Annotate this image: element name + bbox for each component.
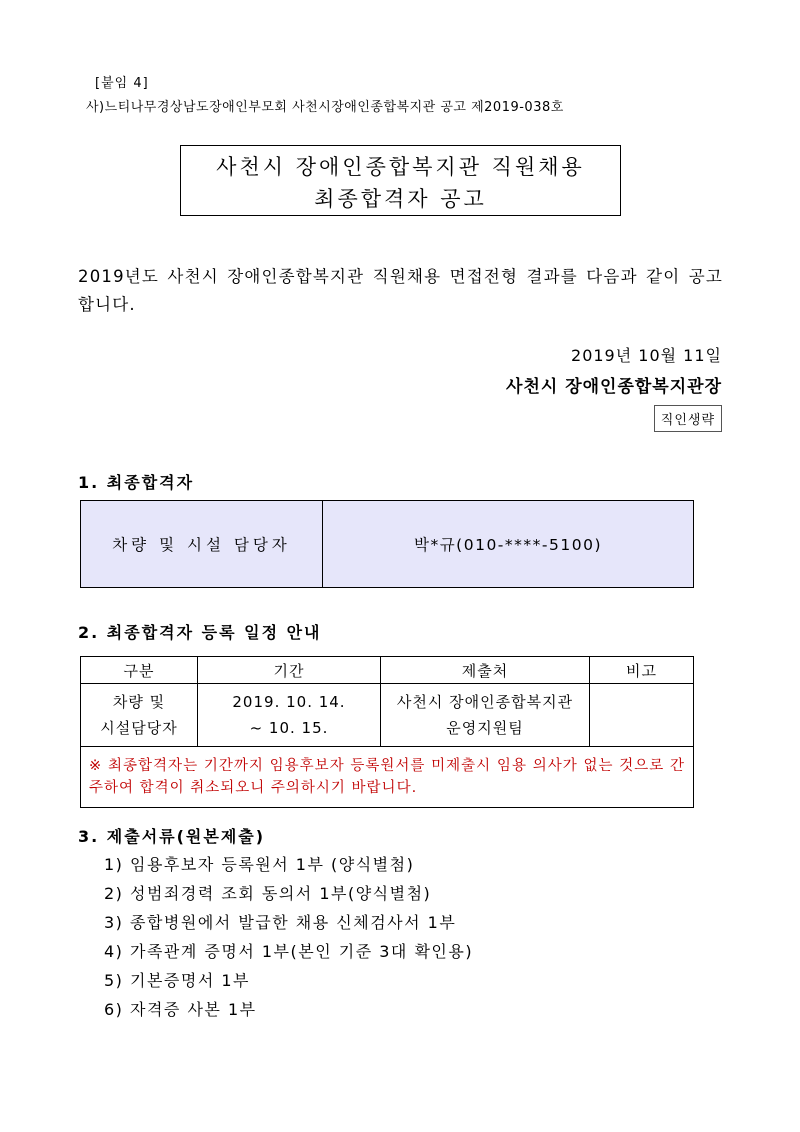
title-box	[180, 145, 621, 216]
list-item: 2) 성범죄경력 조회 동의서 1부(양식별첨)	[104, 884, 432, 903]
column-header: 기간	[198, 657, 381, 684]
seal-omitted-box: 직인생략	[654, 405, 722, 432]
category-line: 시설담당자	[100, 719, 178, 737]
category-cell	[81, 684, 198, 747]
period-line: ~ 10. 15.	[249, 719, 329, 737]
period-line: 2019. 10. 14.	[232, 693, 346, 711]
list-item: 5) 기본증명서 1부	[104, 971, 251, 990]
warning-row	[81, 747, 694, 808]
destination-line: 운영지원팀	[446, 719, 524, 737]
warning-note: ※ 최종합격자는 기간까지 임용후보자 등록원서를 미제출시 임용 의사가 없는 것으로 간주하여 합격이 취소되오니 주의하시기 바랍니다.	[81, 747, 694, 808]
section-3-heading: 3. 제출서류(원본제출)	[78, 827, 266, 846]
remarks-cell	[590, 684, 694, 747]
destination-line: 사천시 장애인종합복지관	[396, 693, 574, 711]
final-candidate-table	[80, 500, 694, 588]
candidate-cell: 박*규(010-****-5100)	[413, 536, 602, 554]
period-cell	[198, 684, 381, 747]
column-header: 제출처	[381, 657, 590, 684]
position-cell: 차량 및 시설 담당자	[81, 501, 323, 587]
column-header: 비고	[590, 657, 694, 684]
section-1-heading: 1. 최종합격자	[78, 473, 195, 492]
notice-number: 사)느티나무경상남도장애인부모회 사천시장애인종합복지관 공고 제2019-038호	[86, 100, 564, 115]
required-documents-list	[104, 850, 473, 1024]
title-line-1: 사천시 장애인종합복지관 직원채용	[216, 155, 585, 179]
registration-schedule-table	[80, 656, 694, 808]
list-item: 1) 임용후보자 등록원서 1부 (양식별첨)	[104, 855, 415, 874]
column-header: 구분	[81, 657, 198, 684]
list-item: 3) 종합병원에서 발급한 채용 신체검사서 1부	[104, 913, 457, 932]
list-item: 6) 자격증 사본 1부	[104, 1000, 257, 1019]
table-row	[81, 684, 694, 747]
attachment-label: [붙임 4]	[95, 76, 149, 91]
destination-cell	[381, 684, 590, 747]
section-2-heading: 2. 최종합격자 등록 일정 안내	[78, 623, 322, 642]
intro-paragraph: 2019년도 사천시 장애인종합복지관 직원채용 면접전형 결과를 다음과 같이 공고합니다.	[78, 267, 723, 314]
category-line: 차량 및	[112, 693, 166, 711]
title-line-2: 최종합격자 공고	[314, 187, 487, 211]
announcement-date: 2019년 10월 11일	[571, 346, 722, 365]
list-item: 4) 가족관계 증명서 1부(본인 기준 3대 확인용)	[104, 942, 474, 961]
table-header-row	[81, 657, 694, 684]
organization-name: 사천시 장애인종합복지관장	[506, 377, 722, 397]
